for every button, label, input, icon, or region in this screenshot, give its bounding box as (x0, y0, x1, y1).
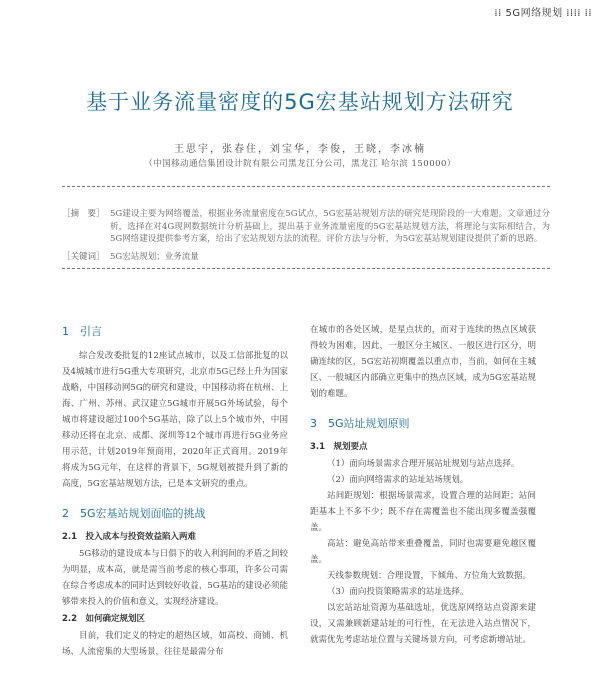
author-list: 王思宇，张春住，刘宝华，李俊，王晓，李冰楠 (174, 144, 426, 155)
left-column (62, 318, 288, 660)
keywords-text: 5G宏站规划；业务流量 (110, 252, 199, 262)
section-3-1-item-3: 站间距规划：根据场景需求，设置合理的站间距；站间距基本上不多不少；既不存在需覆盖也不能出现多覆盖强覆盖。 (310, 491, 536, 533)
keywords-block (62, 251, 550, 264)
section-1-heading: 1 引言 (62, 325, 102, 338)
abstract-bottom-rule (62, 268, 550, 269)
page-title: 基于业务流量密度的5G宏基站规划方法研究 (86, 90, 514, 114)
section-3-1-item-6: （3）面向投资策略需求的站址选择。 (327, 587, 469, 597)
section-3-1-item-7: 以宏站站址资源为基础选址，优选原网络站点资源来建设，又需兼顾新建站址的可行性，在无法进入站点情况下，就需优先考虑站址位置与关键场景方向，可考虑新增站址。 (310, 603, 536, 645)
journal-section-tag: ⁞⁞ 5G网络规划 ⁞⁞⁞⁞ ⁞⁞ (494, 8, 592, 19)
section-1-paragraph: 综合发改委批复的12座试点城市，以及工信部批复的以及4城城市进行5G重大专项研究，北京市5G已经上升为国家战略，中国移动网5G的研究和建设，中国移动将在杭州、上海、广州、苏州、武汉建立5G城市开展5G外场试验，每个城市将建设超过100个5G基站，除了以上5个城市外，中国移动还将在北京、成都、深圳等12个城市再进行5G业务应用示范，计划2019年预商用，2020年正式商用。2019年将成为5G元年，在这样的背景下，5G规划被提升到了新的高度，5G宏基站规划方法，已是本文研究的重点。 (62, 351, 288, 489)
right-column (310, 322, 536, 648)
section-3-1-item-1: （1）面向场景需求合理开展站址规划与站点选择。 (327, 459, 520, 469)
section-3-heading: 3 5G站址规划原则 (310, 417, 410, 430)
section-3-1-item-2: （2）面向网络需求的站址站场规划。 (327, 475, 469, 485)
section-2-1-heading: 2.1 投入成本与投资效益陷入两难 (62, 532, 197, 542)
abstract-label: ［摘 要］ (62, 209, 105, 219)
section-2-1-paragraph: 5G移动的建设成本与日俱下的收入利润间的矛盾之间较为明显，成本高，就是需当前考虑的核心事项，许多公司需在综合考虑成本的同时达到较好收益，5G基站的建设必须能够带来投入的价值和意义，实现经济建设。 (62, 549, 288, 607)
section-2-heading: 2 5G宏基站规划面临的挑战 (62, 507, 206, 520)
keywords-label: ［关键词］ (62, 252, 105, 262)
section-2-2-paragraph: 目前，我们定义的特定的超热区域，如高校、商铺、机场、人流密集的大型场景，往往是最需分布 (62, 631, 288, 657)
section-2-2-heading: 2.2 如何确定规划区 (62, 614, 146, 624)
abstract-text: 5G建设主要为网络覆盖，根据业务流量密度在5G试点，5G宏基站规划方法的研究是现阶段的一大难题。文章通过分析，选择在对4G现网数据统计分析基础上，提出基于业务流量密度的5G宏基站规划方法，将理论与实际相结合，为5G网络建设提供参考方案，给出了宏站规划方法的流程。评价方法与分析，为5G宏基站规划建设提供了新的思路。 (110, 209, 550, 244)
abstract-block (62, 208, 550, 246)
section-3-1-heading: 3.1 规划要点 (310, 442, 368, 452)
affiliation: （中国移动通信集团设计院有限公司黑龙江分公司，黑龙江 哈尔滨 150000） (144, 159, 456, 169)
abstract-top-rule (62, 186, 550, 187)
section-3-1-item-4: 高站：避免高站带来重叠覆盖，同时也需要避免越区覆盖。 (310, 539, 536, 565)
section-2-2-continued: 在城市的各处区域，是星点状的，而对于连续的热点区域获得较为困难，因此，一般区分主城区、一般区进行区分，明确连续的区，5G宏站初期覆盖以重点市，当前，如何在主城区、一般城区内部确立更集中的热点区域，成为5G宏基站规划的难题。 (310, 325, 536, 399)
section-3-1-item-5: 天线参数规划：合理设置，下倾角、方位角大致数据。 (327, 571, 532, 581)
